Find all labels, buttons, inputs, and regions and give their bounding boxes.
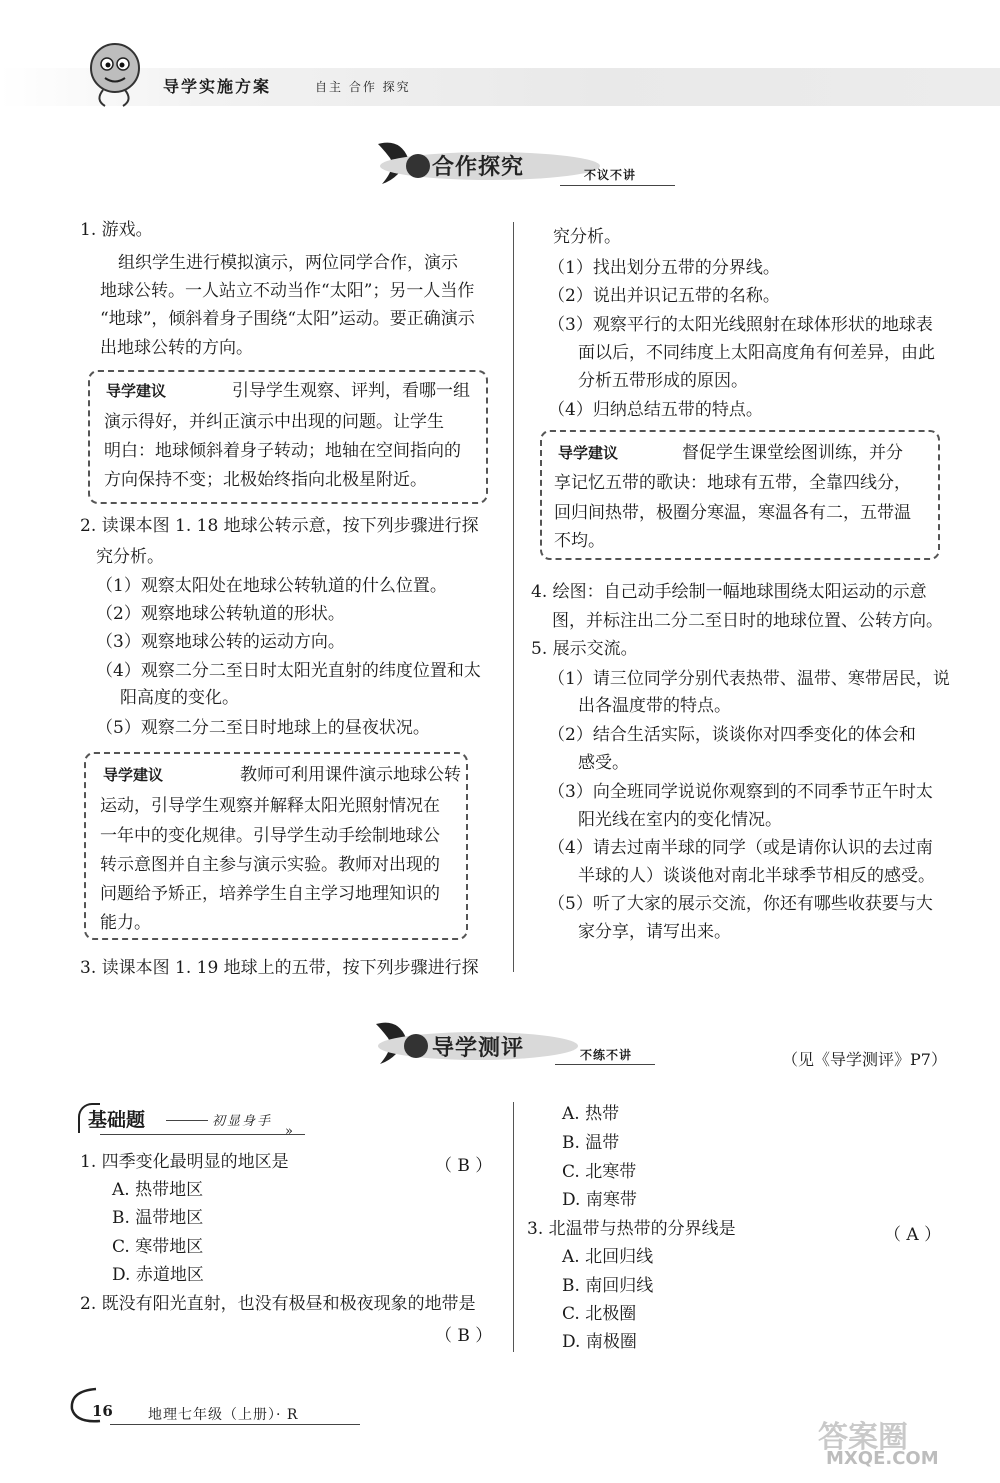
test-q3-option: A. 北回归线 [562, 1247, 654, 1267]
q5-line: （2）结合生活实际，谈谈你对四季变化的体会和 [548, 725, 916, 745]
section2-reference: （见《导学测评》P7） [782, 1050, 947, 1069]
tip-line: 享记忆五带的歌诀：地球有五带，全靠四线分， [554, 473, 911, 493]
watermark-url: MXQE.COM [826, 1448, 939, 1469]
test-q2-answer: （ B ） [435, 1326, 493, 1346]
q5-line: （5）听了大家的展示交流，你还有哪些收获要与大 [548, 894, 933, 914]
q2-line: （2）观察地球公转轨道的形状。 [96, 604, 345, 624]
tip-label-3: 导学建议 [558, 444, 619, 462]
section1-tag: 不议不讲 [584, 168, 637, 182]
q4-line: 图，并标注出二分二至日时的地球位置、公转方向。 [552, 611, 943, 631]
tip-line: 明白：地球倾斜着身子转动；地轴在空间指向的 [104, 441, 461, 461]
section2-underline [555, 1064, 655, 1065]
q1-line: 地球公转。一人站立不动当作“太阳”；另一人当作 [100, 281, 475, 301]
basic-title-dash [166, 1120, 208, 1121]
q5-line: （4）请去过南半球的同学（或是请你认识的去过南 [548, 838, 933, 858]
tip-line: 问题给予矫正，培养学生自主学习地理知识的 [100, 884, 440, 904]
section1-title: 合作探究 [432, 155, 525, 180]
column-divider-2 [513, 1102, 514, 1352]
q5-line: （3）向全班同学说说你观察到的不同季节正午时太 [548, 782, 933, 802]
q2-line: （4）观察二分二至日时太阳光直射的纬度位置和太 [96, 661, 481, 681]
section2-title: 导学测评 [432, 1036, 525, 1061]
column-divider [513, 222, 514, 972]
tip-line: 方向保持不变；北极始终指向北极星附近。 [104, 470, 427, 490]
mascot-logo [75, 38, 150, 110]
q2-line: 2. 读课本图 1. 18 地球公转示意，按下列步骤进行探 [80, 516, 479, 536]
q2-line: （3）观察地球公转的运动方向。 [96, 632, 345, 652]
tip-line: 转示意图并自主参与演示实验。教师对出现的 [100, 855, 440, 875]
tip-line: 引导学生观察、评判，看哪一组 [232, 381, 470, 401]
tip-label-2: 导学建议 [103, 766, 164, 784]
q1-line: 出地球公转的方向。 [100, 338, 253, 358]
section2-banner [368, 1018, 578, 1070]
tip-label-1: 导学建议 [106, 382, 167, 400]
q1-heading: 1. 游戏。 [80, 220, 153, 240]
basic-underline [100, 1134, 305, 1135]
tip-line: 回归间热带，极圈分寒温，寒温各有二，五带温 [554, 503, 911, 523]
test-q3-answer: （ A ） [884, 1225, 942, 1245]
q5-line: 家分享，请写出来。 [578, 922, 731, 942]
test-q2-option: A. 热带 [562, 1104, 620, 1124]
q5-line: （1）请三位同学分别代表热带、温带、寒带居民，说 [548, 669, 950, 689]
q3-line: 分析五带形成的原因。 [578, 371, 748, 391]
header-subtitle: 自主 合作 探究 [315, 80, 411, 94]
test-q3-option: B. 南回归线 [562, 1276, 654, 1296]
test-q3-option: D. 南极圈 [562, 1332, 637, 1352]
test-q2-option: D. 南寒带 [562, 1190, 637, 1210]
q3-line: （3）观察平行的太阳光线照射在球体形状的地球表 [548, 315, 933, 335]
tip-line: 不均。 [554, 531, 605, 551]
test-q1-option: D. 赤道地区 [112, 1265, 204, 1285]
q2-line: （1）观察太阳处在地球公转轨道的什么位置。 [96, 576, 447, 596]
q3-line: （2）说出并识记五带的名称。 [548, 286, 780, 306]
test-q1-option: B. 温带地区 [112, 1208, 204, 1228]
q1-line: 组织学生进行模拟演示，两位同学合作，演示 [118, 253, 458, 273]
test-q2-option: B. 温带 [562, 1133, 620, 1153]
test-q2-stem: 2. 既没有阳光直射，也没有极昼和极夜现象的地带是 [80, 1294, 476, 1314]
q3-line: （1）找出划分五带的分界线。 [548, 258, 780, 278]
q5-line: 5. 展示交流。 [531, 639, 638, 659]
tip-line: 教师可利用课件演示地球公转 [240, 765, 461, 785]
test-q1-answer: （ B ） [435, 1156, 493, 1176]
q3-heading: 3. 读课本图 1. 19 地球上的五带，按下列步骤进行探 [80, 958, 479, 978]
test-q3-stem: 3. 北温带与热带的分界线是 [527, 1219, 736, 1239]
q4-line: 4. 绘图：自己动手绘制一幅地球围绕太阳运动的示意 [531, 582, 927, 602]
test-q2-option: C. 北寒带 [562, 1162, 637, 1182]
q5-line: 半球的人）谈谈他对南北半球季节相反的感受。 [578, 866, 935, 886]
q1-line: “地球”，倾斜着身子围绕“太阳”运动。要正确演示 [100, 309, 475, 329]
q3-line: 面以后，不同纬度上太阳高度角有何差异，由此 [578, 343, 935, 363]
q3-line: （4）归纳总结五带的特点。 [548, 400, 763, 420]
tip-line: 督促学生课堂绘图训练，并分 [682, 443, 903, 463]
q5-line: 出各温度带的特点。 [578, 696, 731, 716]
q5-line: 阳光线在室内的变化情况。 [578, 810, 782, 830]
header-title: 导学实施方案 [163, 77, 272, 96]
tip-line: 运动，引导学生观察并解释太阳光照射情况在 [100, 796, 440, 816]
section1-banner [370, 138, 600, 190]
arrow-icon: » [285, 1124, 293, 1139]
section1-underline [560, 185, 675, 186]
tip-line: 能力。 [100, 913, 151, 933]
basic-title: 基础题 [88, 1109, 146, 1131]
q2-line: （5）观察二分二至日时地球上的昼夜状况。 [96, 718, 430, 738]
section2-tag: 不练不讲 [580, 1048, 633, 1062]
q2-line: 阳高度的变化。 [120, 688, 239, 708]
page-number: 16 [92, 1402, 113, 1420]
footer-line [110, 1424, 360, 1425]
test-q1-stem: 1. 四季变化最明显的地区是 [80, 1152, 289, 1172]
q3-line: 究分析。 [553, 227, 621, 247]
test-q1-option: A. 热带地区 [112, 1180, 204, 1200]
q2-line: 究分析。 [96, 547, 164, 567]
test-q3-option: C. 北极圈 [562, 1304, 637, 1324]
tip-line: 一年中的变化规律。引导学生动手绘制地球公 [100, 826, 440, 846]
q5-line: 感受。 [578, 753, 629, 773]
tip-line: 演示得好，并纠正演示中出现的问题。让学生 [104, 412, 444, 432]
basic-subtitle: 初显身手 [212, 1114, 273, 1129]
test-q1-option: C. 寒带地区 [112, 1237, 204, 1257]
book-title: 地理七年级（上册）· R [148, 1407, 299, 1423]
watermark-text: 答案圈 [818, 1420, 908, 1455]
header-bar [0, 68, 1000, 106]
